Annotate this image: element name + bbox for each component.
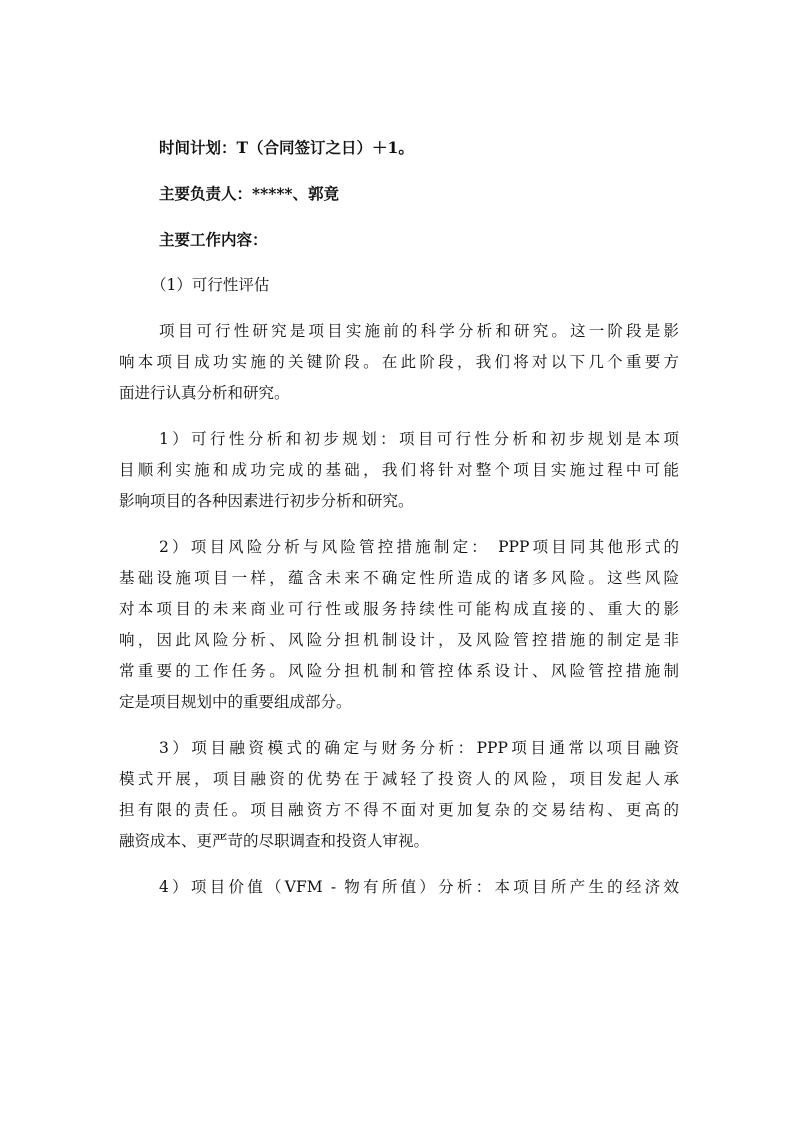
- paragraph-line: 3）项目融资模式的确定与财务分析：PPP项目通常以项目融资: [159, 739, 679, 757]
- leaders-line: 主要负责人：*****、郭竟: [159, 184, 340, 203]
- paragraph-line: 基础设施项目一样，蕴含未来不确定性所造成的诸多风险。这些风险: [119, 569, 679, 587]
- paragraph-item-1: [119, 424, 679, 517]
- paragraph-line: 模式开展，项目融资的优势在于减轻了投资人的风险，项目发起人承: [119, 770, 679, 788]
- paragraph-item-2: [119, 532, 679, 718]
- work-content-heading: 主要工作内容：: [159, 230, 268, 249]
- paragraph-line: 影响项目的各种因素进行初步分析和研究。: [119, 492, 414, 510]
- paragraph-line: 对本项目的未来商业可行性或服务持续性可能构成直接的、重大的影: [119, 600, 679, 618]
- paragraph-item-4: [119, 872, 679, 903]
- paragraph-line: 响本项目成功实施的关键阶段。在此阶段，我们将对以下几个重要方: [119, 353, 679, 371]
- document-body: [119, 132, 679, 903]
- paragraph-line: 2）项目风险分析与风险管控措施制定： PPP项目同其他形式的: [159, 538, 679, 556]
- schedule-line: 时间计划：T（合同签订之日）＋1。: [159, 138, 414, 157]
- paragraph-line: 4）项目价值（VFM - 物有所值）分析：本项目所产生的经济效: [159, 878, 679, 896]
- paragraph-intro: [119, 316, 679, 409]
- paragraph-line: 担有限的责任。项目融资方不得不面对更加复杂的交易结构、更高的: [119, 801, 679, 819]
- paragraph-line: 定是项目规划中的重要组成部分。: [119, 693, 352, 711]
- paragraph-item-3: [119, 733, 679, 857]
- paragraph-line: 目顺利实施和成功完成的基础，我们将针对整个项目实施过程中可能: [119, 461, 679, 479]
- paragraph-line: 项目可行性研究是项目实施前的科学分析和研究。这一阶段是影: [159, 322, 679, 340]
- paragraph-line: 融资成本、更严苛的尽职调查和投资人审视。: [119, 832, 430, 850]
- paragraph-line: 面进行认真分析和研究。: [119, 384, 290, 402]
- paragraph-line: 常重要的工作任务。风险分担机制和管控体系设计、风险管控措施制: [119, 662, 679, 680]
- section-title-feasibility: （1）可行性评估: [151, 276, 270, 294]
- paragraph-line: 响，因此风险分析、风险分担机制设计，及风险管控措施的制定是非: [119, 631, 679, 649]
- paragraph-line: 1）可行性分析和初步规划：项目可行性分析和初步规划是本项: [159, 430, 679, 448]
